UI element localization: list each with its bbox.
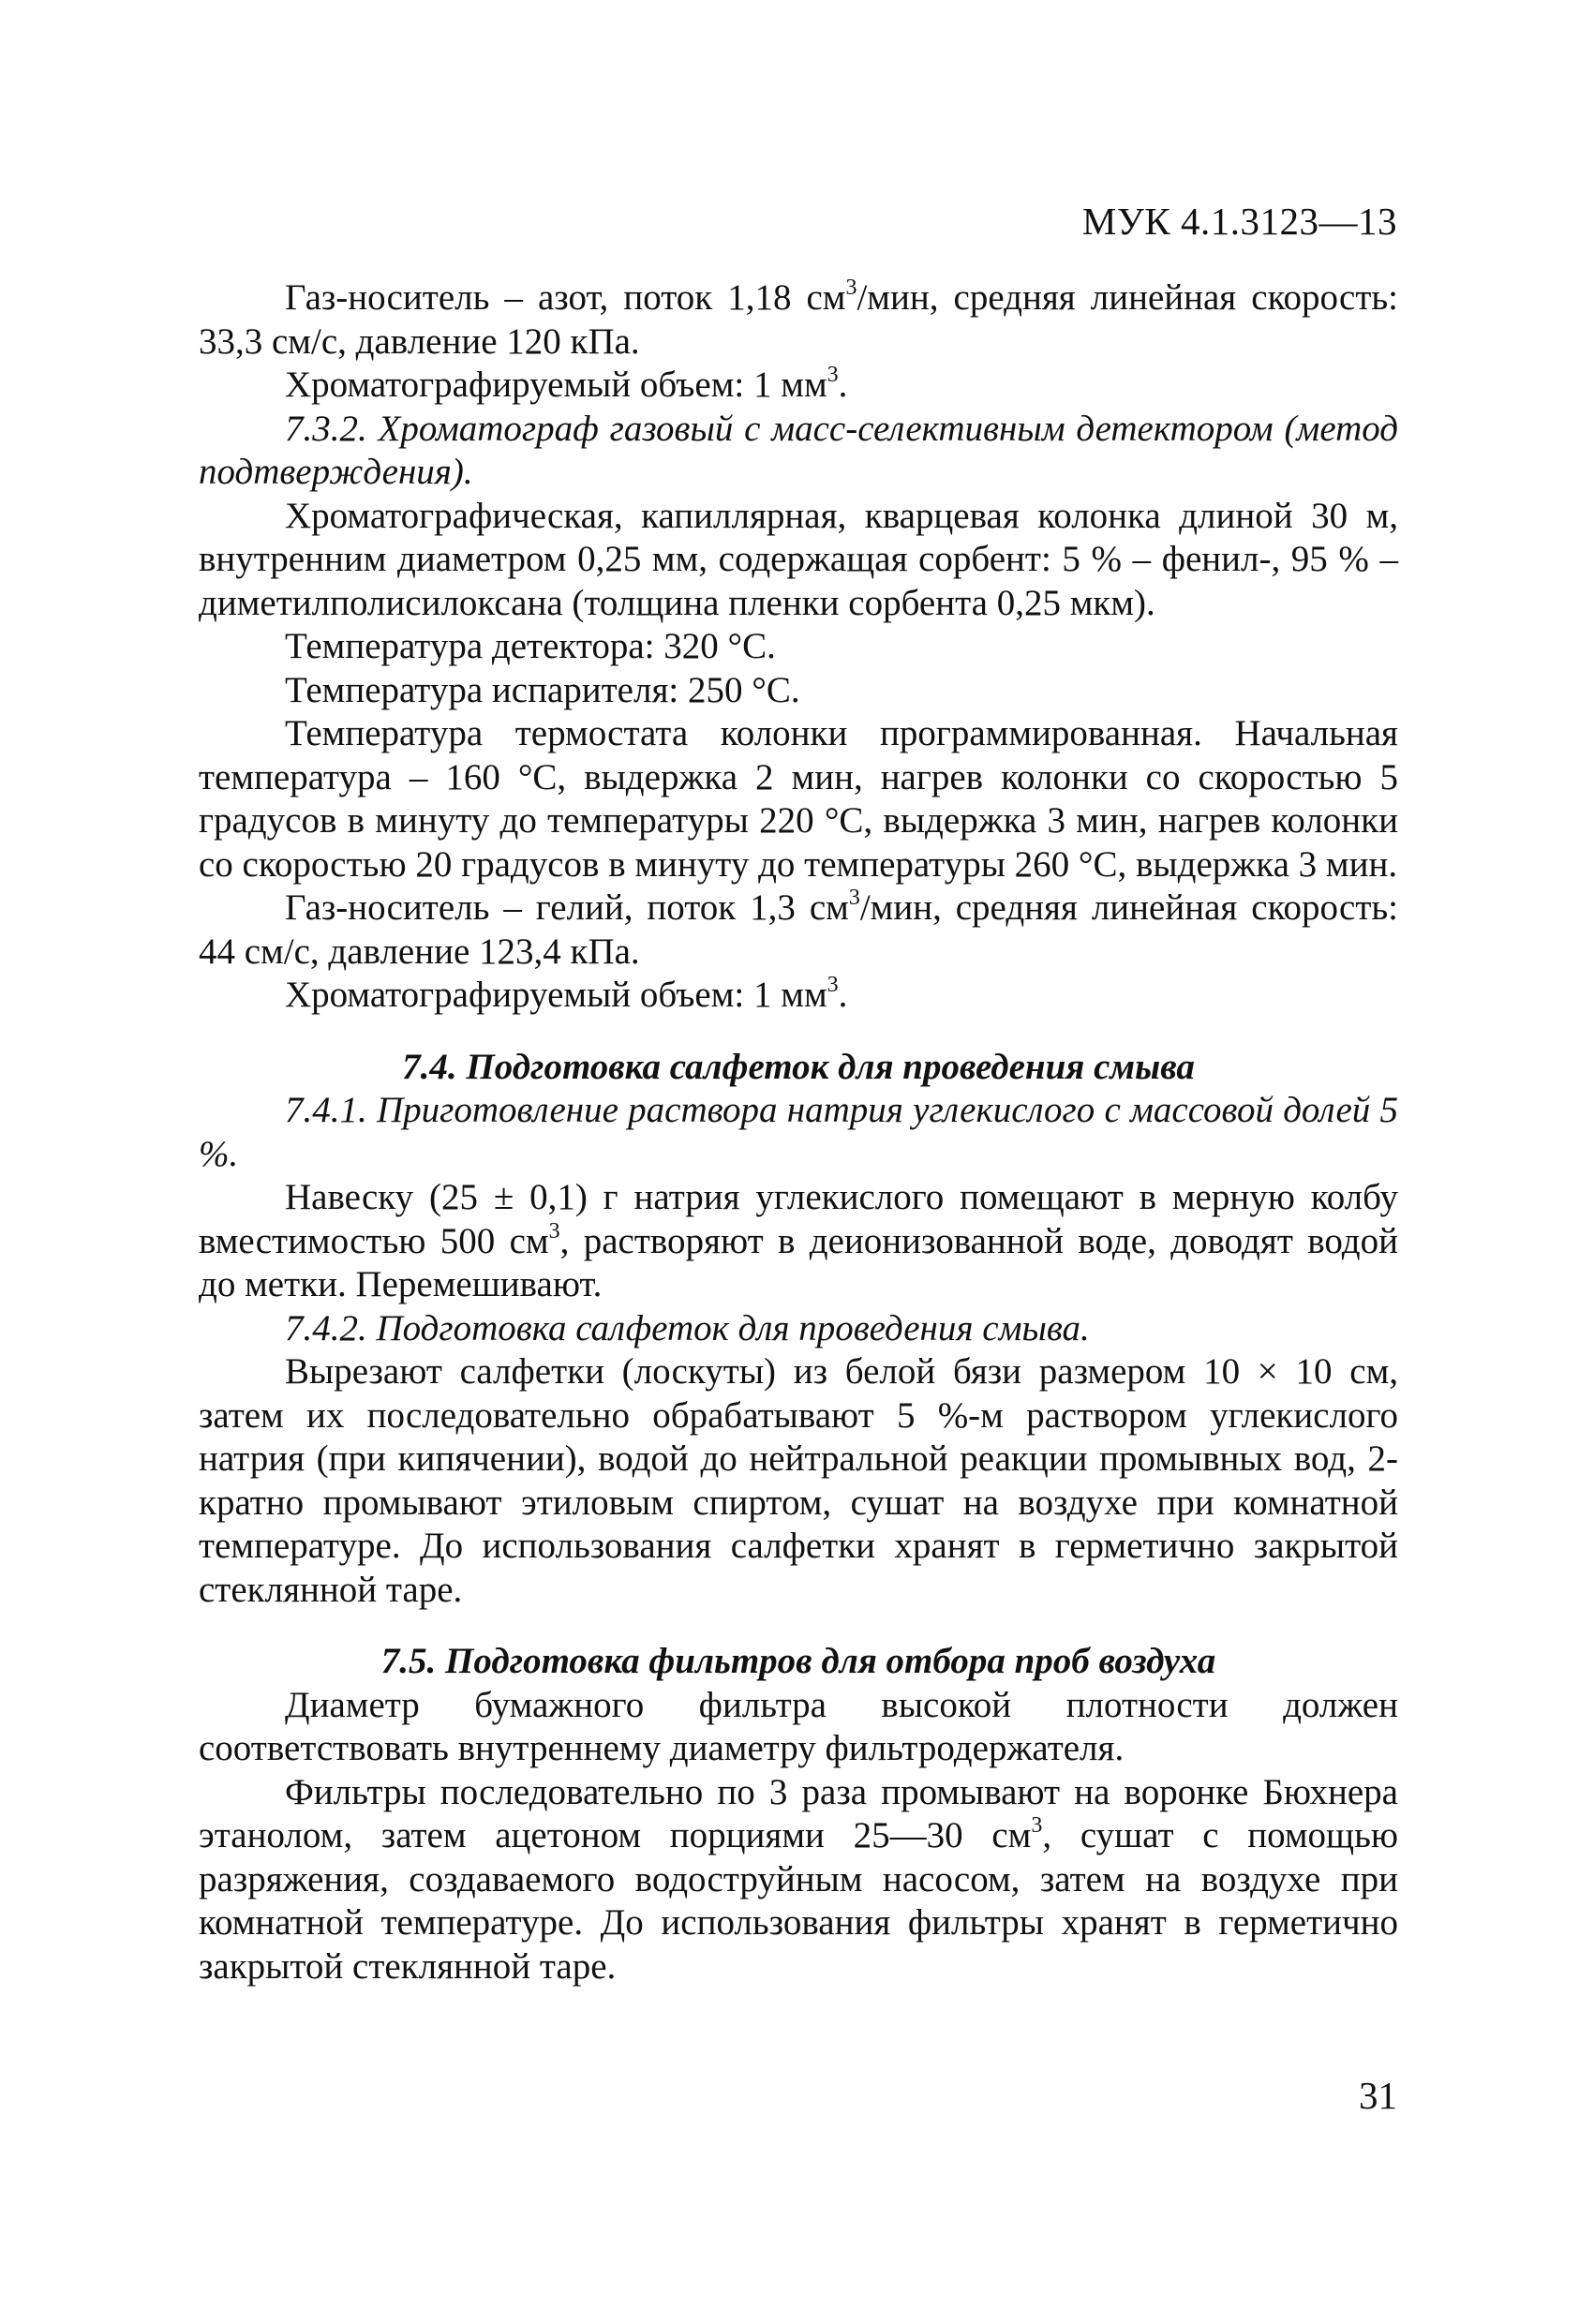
text-fragment: Газ-носитель – гелий, поток 1,3 см bbox=[285, 887, 849, 928]
text-fragment: . bbox=[838, 975, 848, 1015]
text-fragment: , растворяют в деионизованной воде, доводят водой до метки. Перемешивают. bbox=[199, 1220, 1398, 1304]
superscript: 3 bbox=[827, 363, 839, 387]
superscript: 3 bbox=[848, 886, 860, 910]
text-fragment: Фильтры последовательно по 3 раза промывают на воронке Бюхнера этанолом, затем ацетоном порциями 25—30 см bbox=[199, 1771, 1398, 1855]
paragraph-volume-2 bbox=[199, 974, 1398, 1018]
superscript: 3 bbox=[548, 1218, 560, 1244]
subsection-7-4-1: 7.4.1. Приготовление раствора натрия углекислого с массовой долей 5 %. bbox=[199, 1090, 1398, 1174]
superscript: 3 bbox=[827, 973, 839, 997]
section-heading-7-4: 7.4. Подготовка салфеток для проведения смыва bbox=[402, 1046, 1195, 1087]
paragraph-volume-1 bbox=[199, 364, 1398, 408]
superscript: 3 bbox=[845, 276, 857, 300]
text-fragment: /мин, средняя линейная скорость: 44 см/с, давление 123,4 кПа. bbox=[199, 887, 1398, 972]
subsection-7-3-2: 7.3.2. Хроматограф газовый с масс-селективным детектором (метод подтверждения). bbox=[199, 408, 1398, 492]
text-fragment: Хроматографируемый объем: 1 мм bbox=[285, 365, 827, 405]
text-fragment: , сушат с помощью разряжения, создаваемого водоструйным насосом, затем на воздухе при комнатной температуре. До использования фильтры хранят в герметично закрытой стеклянной таре. bbox=[199, 1815, 1398, 1987]
paragraph-thermostat-program: Температура термостата колонки программированная. Начальная температура – 160 °С, выдержка 2 мин, нагрев колонки со скоростью 5 градусов в минуту до температуры 220 °С, выдержка 3 мин, нагрев колонки со скоростью 20 градусов в минуту до температуры 260 °С, выдержка 3 мин. bbox=[199, 713, 1398, 885]
paragraph-carrier-gas-helium bbox=[199, 886, 1398, 974]
page-body bbox=[199, 276, 1398, 1989]
paragraph-column: Хроматографическая, капиллярная, кварцевая колонка длиной 30 м, внутренним диаметром 0,25 мм, содержащая сорбент: 5 % – фенил-, 95 % – диметилполисилоксана (толщина пленки сорбента 0,25 мкм). bbox=[199, 495, 1398, 623]
subsection-7-4-2: 7.4.2. Подготовка салфеток для проведения смыва. bbox=[285, 1307, 1090, 1348]
text-fragment: . bbox=[838, 365, 848, 405]
superscript: 3 bbox=[1031, 1813, 1043, 1838]
text-fragment: /мин, средняя линейная скорость: 33,3 см/с, давление 120 кПа. bbox=[199, 277, 1398, 362]
section-heading-7-5: 7.5. Подготовка фильтров для отбора проб воздуха bbox=[380, 1641, 1216, 1681]
text-fragment: Хроматографируемый объем: 1 мм bbox=[285, 975, 827, 1015]
paragraph-filter-diameter: Диаметр бумажного фильтра высокой плотности должен соответствовать внутреннему диаметру фильтродержателя. bbox=[199, 1684, 1398, 1768]
paragraph-carrier-gas-nitrogen bbox=[199, 276, 1398, 364]
page-number: 31 bbox=[1359, 2074, 1397, 2117]
text-fragment: Газ-носитель – азот, поток 1,18 см bbox=[285, 277, 846, 318]
paragraph-weighing bbox=[199, 1176, 1398, 1307]
paragraph-filter-washing bbox=[199, 1771, 1398, 1989]
document-code-header: МУК 4.1.3123—13 bbox=[1081, 200, 1397, 243]
text-fragment: Навеску (25 ± 0,1) г натрия углекислого помещают в мерную колбу вместимостью 500 см bbox=[199, 1177, 1398, 1261]
paragraph-evaporator-temp: Температура испарителя: 250 °С. bbox=[285, 669, 800, 710]
paragraph-detector-temp: Температура детектора: 320 °С. bbox=[285, 626, 776, 666]
paragraph-wipes: Вырезают салфетки (лоскуты) из белой бязи размером 10 × 10 см, затем их последовательно обрабатывают 5 %-м раствором углекислого натрия (при кипячении), водой до нейтральной реакции промывных вод, 2-кратно промывают этиловым спиртом, сушат на воздухе при комнатной температуре. До использования салфетки хранят в герметично закрытой стеклянной таре. bbox=[199, 1351, 1398, 1610]
